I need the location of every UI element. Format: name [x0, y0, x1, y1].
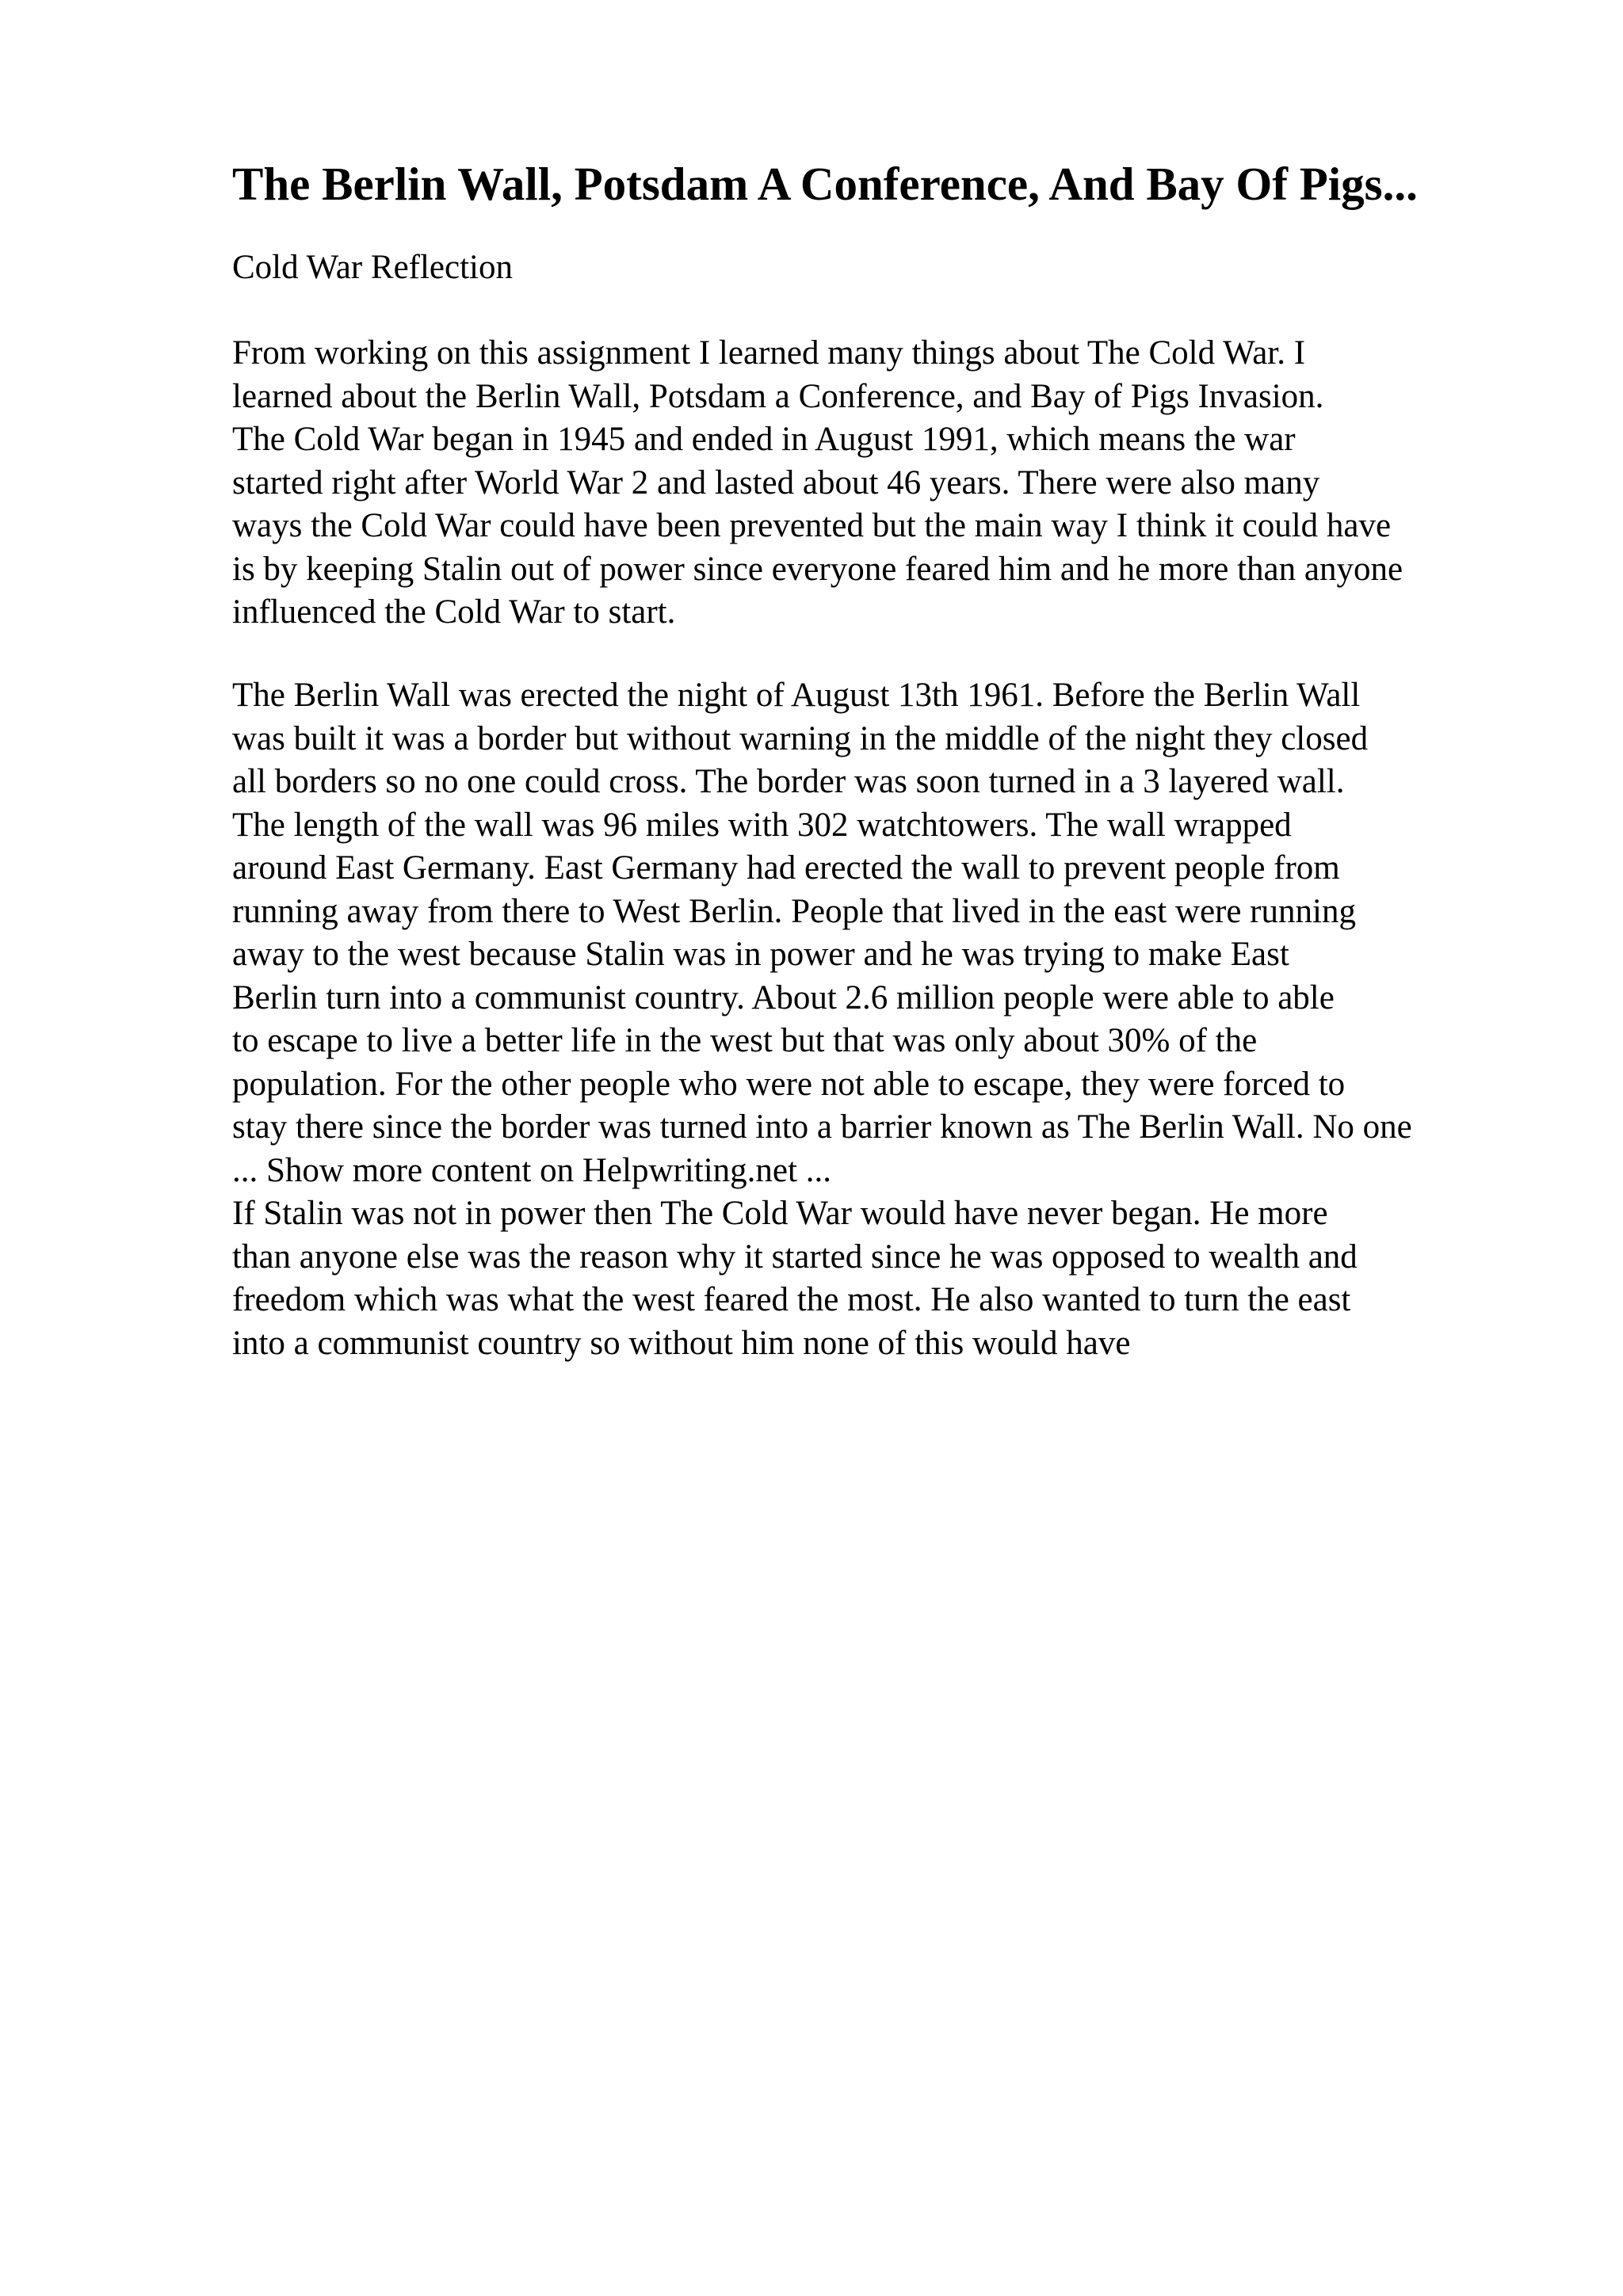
text-line: learned about the Berlin Wall, Potsdam a Conference, and Bay of Pigs Invasion.: [232, 377, 1324, 415]
text-line: The Cold War began in 1945 and ended in August 1991, which means the war: [232, 421, 1296, 458]
text-line: population. For the other people who were not able to escape, they were forced to: [232, 1065, 1346, 1103]
text-line: The length of the wall was 96 miles with 302 watchtowers. The wall wrapped: [232, 806, 1292, 844]
text-line: From working on this assignment I learned many things about The Cold War. I: [232, 334, 1306, 372]
text-line: ... Show more content on Helpwriting.net ...: [232, 1151, 831, 1189]
text-line: around East Germany. East Germany had erected the wall to prevent people from: [232, 849, 1340, 887]
text-line: away to the west because Stalin was in power and he was trying to make East: [232, 936, 1289, 973]
text-line: The Berlin Wall was erected the night of August 13th 1961. Before the Berlin Wall: [232, 677, 1361, 714]
document-title: The Berlin Wall, Potsdam A Conference, And Bay Of Pigs...: [232, 158, 1418, 210]
text-line: influenced the Cold War to start.: [232, 593, 676, 631]
text-line: stay there since the border was turned into a barrier known as The Berlin Wall. No one: [232, 1108, 1412, 1146]
paragraph-berlin-wall: [232, 674, 1564, 1365]
text-line: to escape to live a better life in the west but that was only about 30% of the: [232, 1022, 1258, 1059]
text-line: running away from there to West Berlin. People that lived in the east were running: [232, 892, 1356, 930]
document-subtitle: Cold War Reflection: [232, 249, 513, 286]
text-line: is by keeping Stalin out of power since everyone feared him and he more than anyone: [232, 550, 1403, 588]
text-line: freedom which was what the west feared the most. He also wanted to turn the east: [232, 1281, 1351, 1318]
text-line: ways the Cold War could have been prevented but the main way I think it could have: [232, 507, 1392, 544]
text-line: Berlin turn into a communist country. About 2.6 million people were able to able: [232, 978, 1335, 1016]
paragraph-intro: [232, 332, 1564, 635]
text-line: started right after World War 2 and lasted about 46 years. There were also many: [232, 463, 1320, 502]
text-line: If Stalin was not in power then The Cold War would have never began. He more: [232, 1195, 1328, 1232]
text-line: into a communist country so without him none of this would have: [232, 1324, 1131, 1362]
text-line: than anyone else was the reason why it started since he was opposed to wealth and: [232, 1238, 1358, 1276]
text-line: was built it was a border but without warning in the middle of the night they closed: [232, 719, 1369, 757]
text-line: all borders so no one could cross. The border was soon turned in a 3 layered wall.: [232, 763, 1345, 800]
